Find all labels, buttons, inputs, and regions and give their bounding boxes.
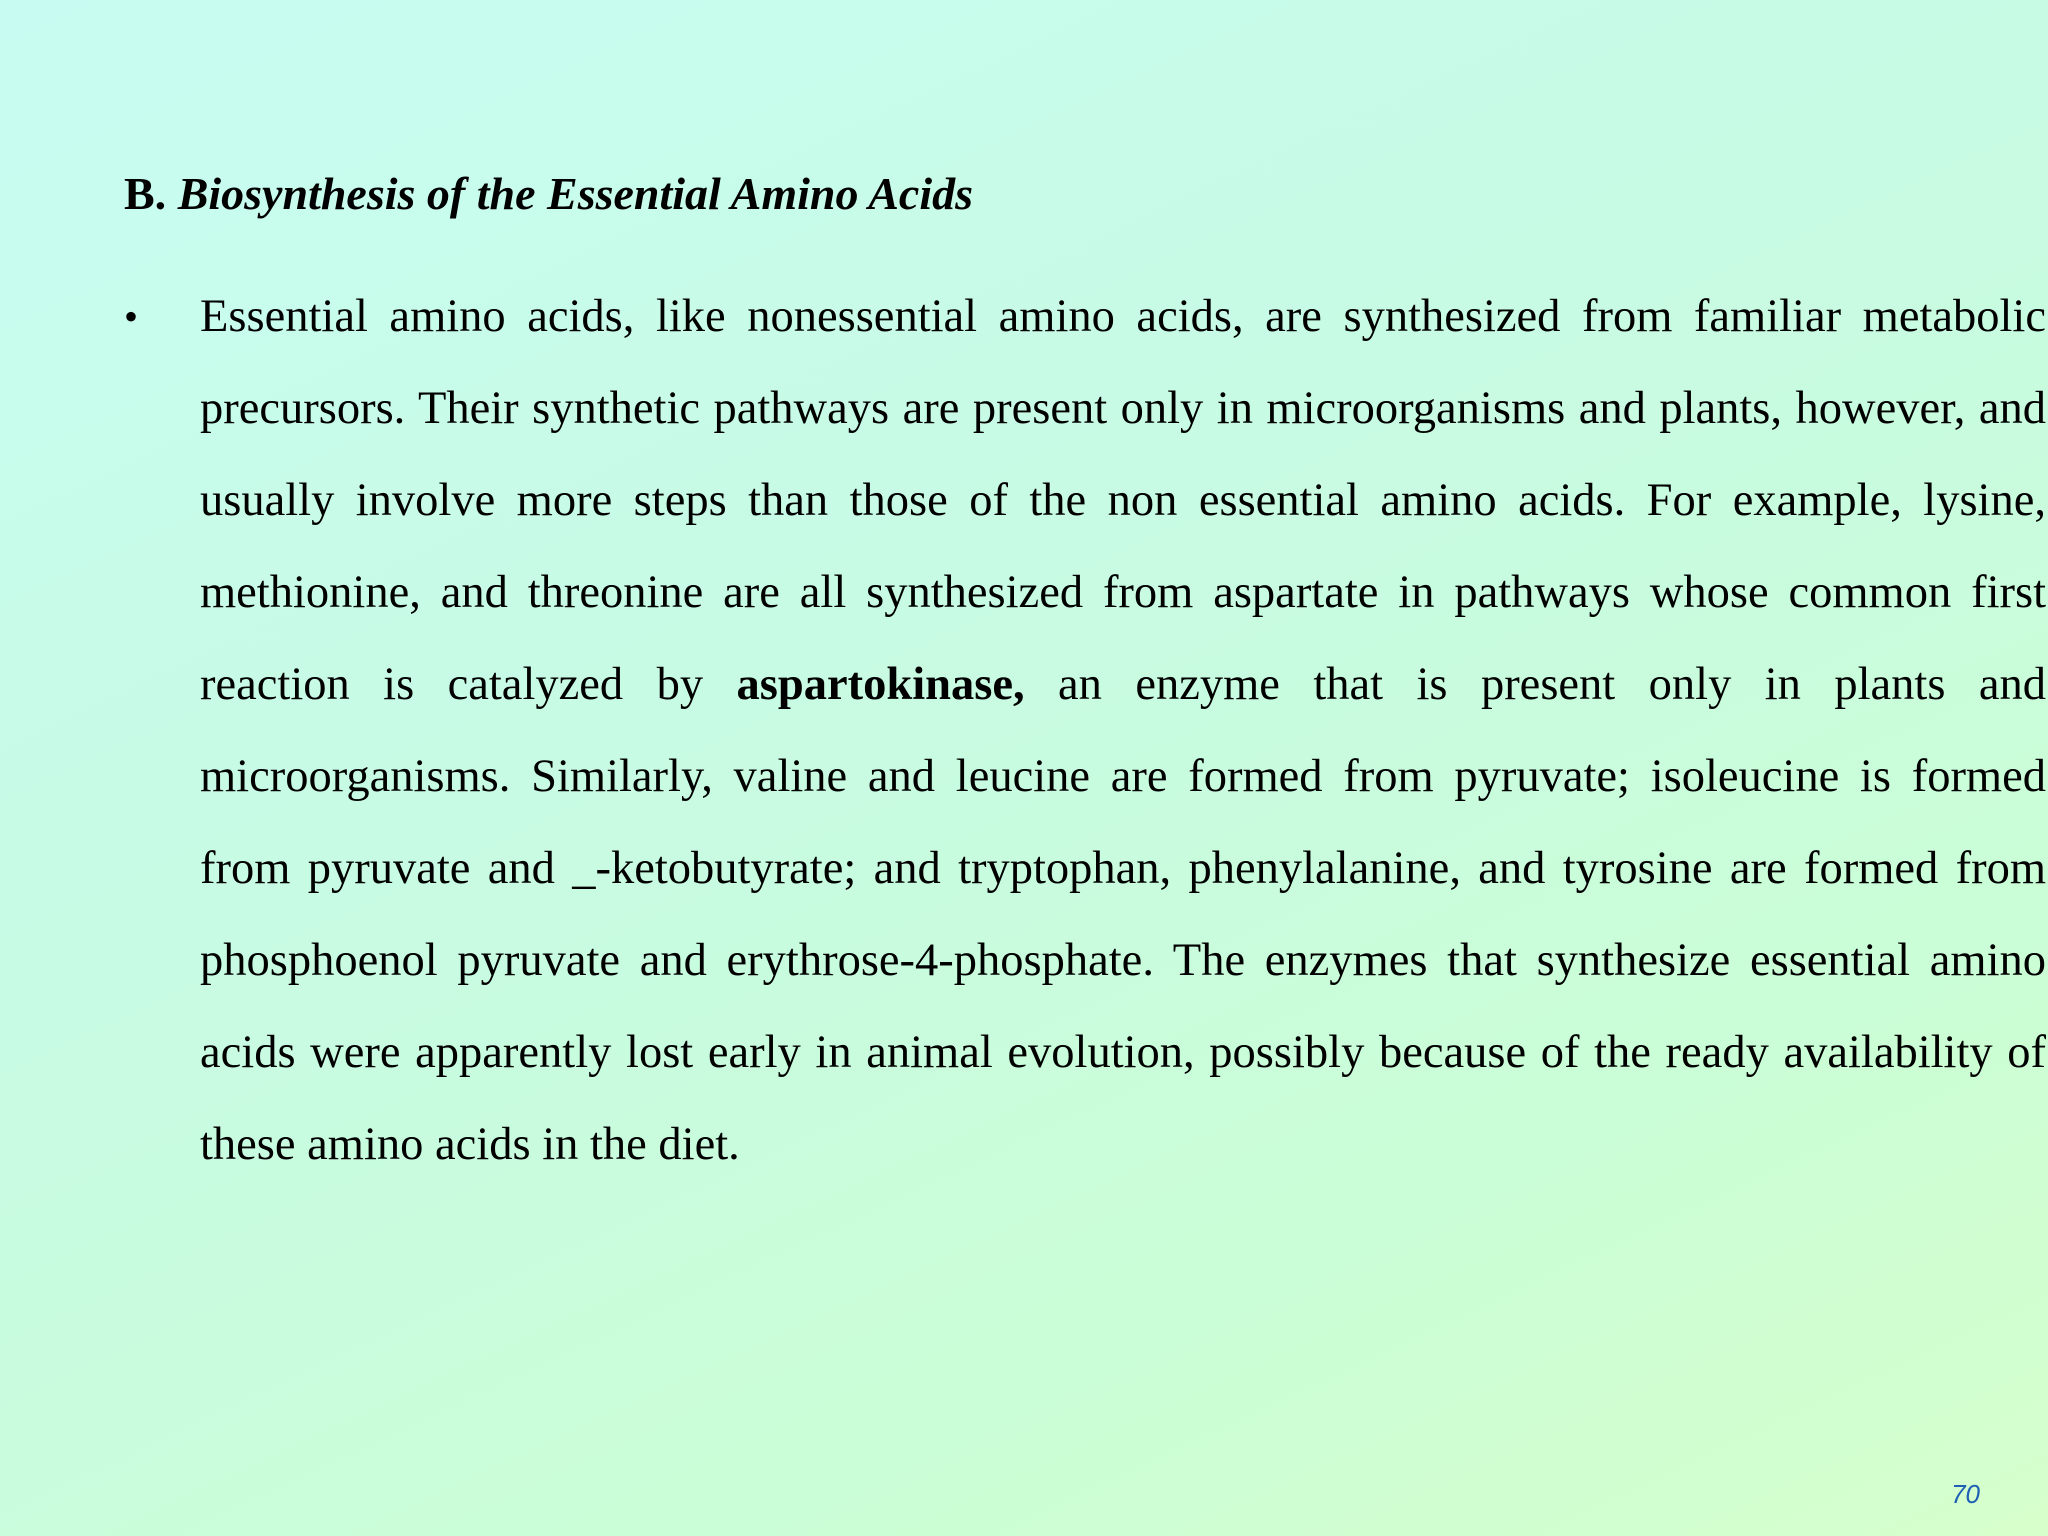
heading-title: Biosynthesis of the Essential Amino Acids	[177, 168, 974, 219]
slide-heading	[124, 164, 973, 224]
paragraph-text-after: an enzyme that is present only in plants and microorganisms. Similarly, valine and leucine are formed from pyruvate; isoleucine is formed from pyruvate and _-ketobutyrate; and tryptophan, phenylalanine, and tyrosine are formed from phosphoenol pyruvate and erythrose-4-phosphate. The enzymes that synthesize essential amino acids were apparently lost early in animal evolution, possibly because of the ready availability of these amino acids in the diet.	[200, 659, 2046, 1170]
bullet-paragraph	[200, 271, 2046, 1191]
bullet-icon: •	[124, 294, 139, 339]
page-number: 70	[1951, 1479, 1980, 1509]
heading-section-letter: B.	[124, 168, 167, 219]
paragraph-text-before: Essential amino acids, like nonessential amino acids, are synthesized from familiar metabolic precursors. Their synthetic pathways are present only in microorganisms and plants, however, and usually involve more steps than those of the non essential amino acids. For example, lysine, methionine, and threonine are all synthesized from aspartate in pathways whose common first reaction is catalyzed by	[200, 291, 2046, 710]
bold-term-aspartokinase: aspartokinase,	[736, 659, 1025, 710]
